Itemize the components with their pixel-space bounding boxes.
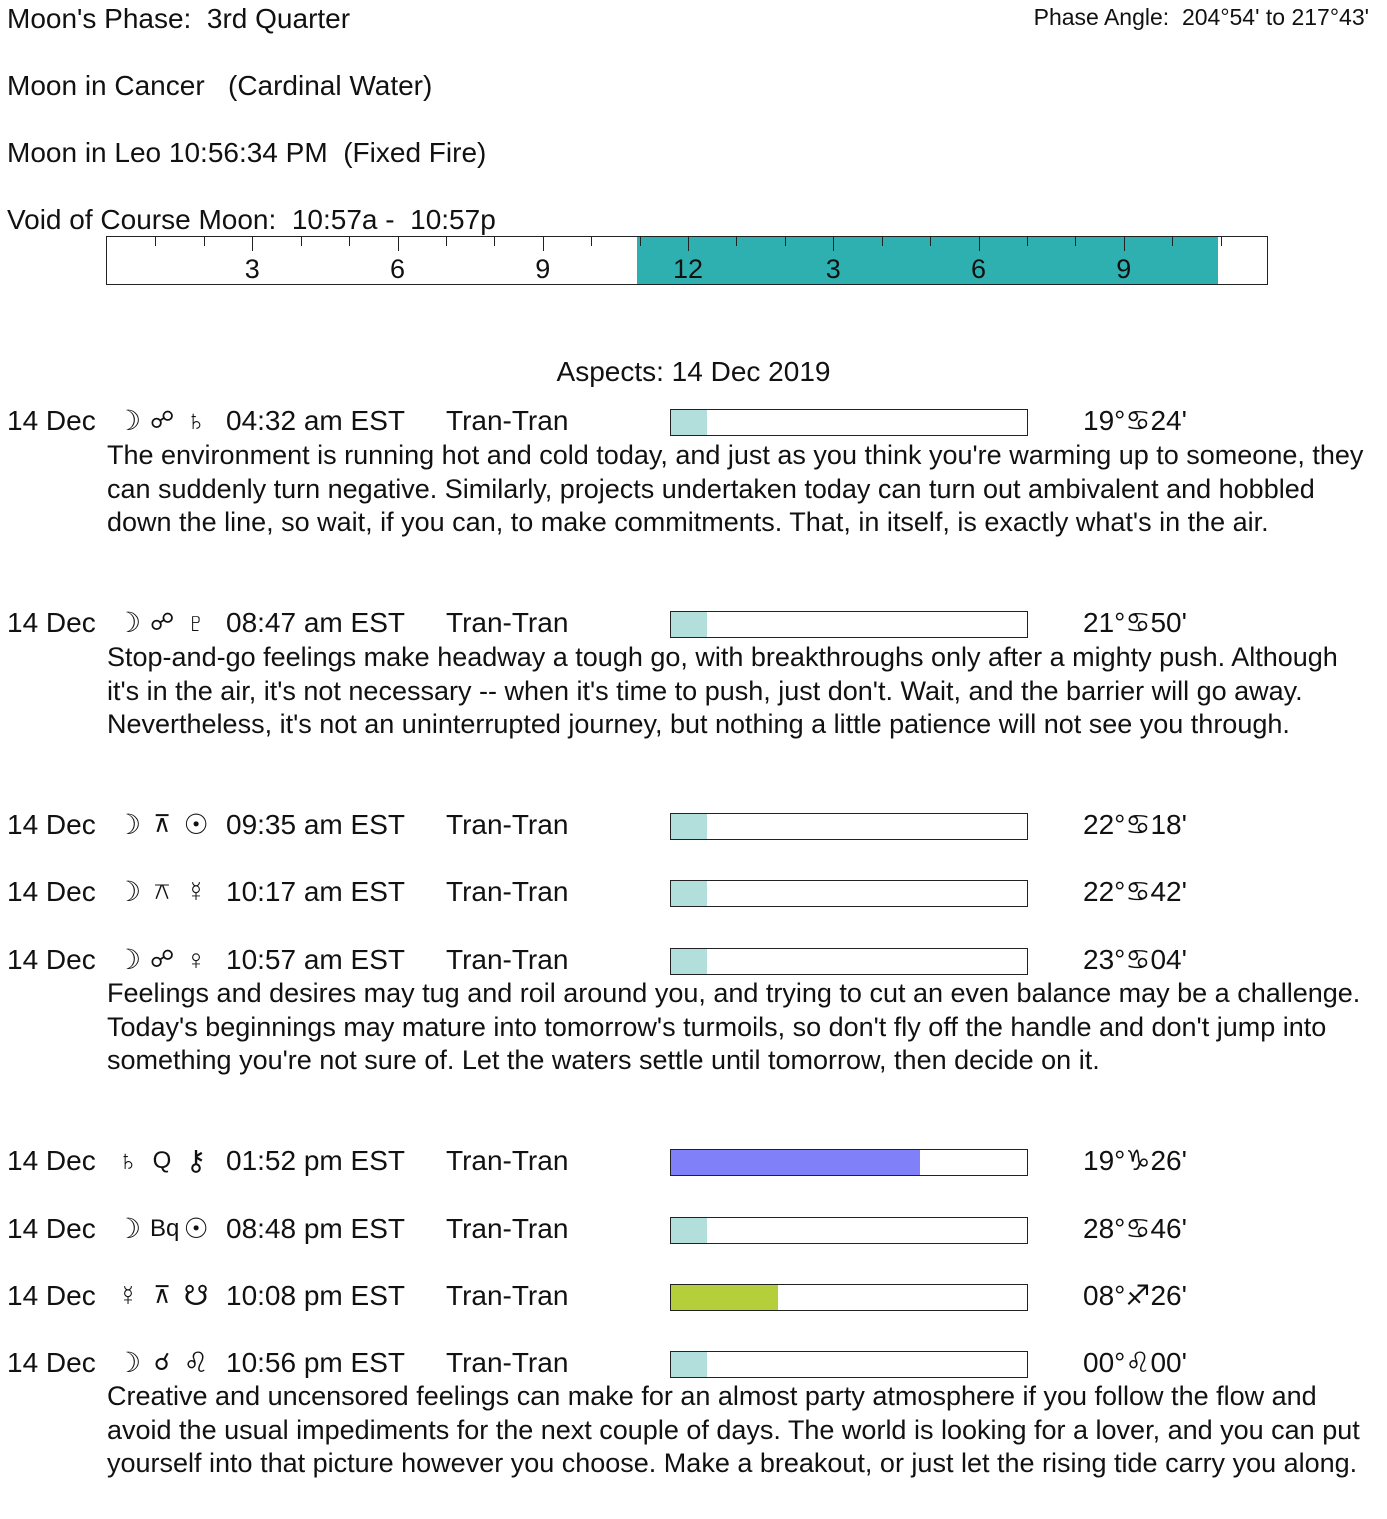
aspect-strength-bar: [670, 409, 1028, 436]
aspect-row: [0, 404, 1387, 438]
aspect-row: [0, 875, 1387, 909]
timeline-tick: [446, 237, 447, 246]
aspect-type: Tran-Tran: [446, 1347, 569, 1378]
aspect-date: 14 Dec: [7, 405, 96, 436]
aspect-row: [0, 1279, 1387, 1313]
aspect-date: 14 Dec: [7, 876, 96, 907]
timeline-tick: [543, 237, 544, 251]
aspect-glyph: ☍: [150, 609, 175, 636]
planet-2-glyph: ♀: [185, 944, 207, 975]
timeline-tick: [204, 237, 205, 246]
aspect-row: [0, 606, 1387, 640]
aspect-type: Tran-Tran: [446, 809, 569, 840]
aspect-description: Stop-and-go feelings make headway a tough go, with breakthroughs only after a mighty push. Although it's in the air, it's not necessary -- when it's time to push, just don't. Wait, and the barrier will go away. Nevertheless, it's not an uninterrupted journey, but nothing a little patience will not see you through.: [107, 642, 1338, 740]
aspect-glyph: Q: [152, 1147, 172, 1174]
aspect-strength-fill: [671, 881, 707, 906]
planet-2-glyph: ☿: [185, 876, 207, 907]
aspect-strength-bar: [670, 880, 1028, 907]
aspect-time: 01:52 pm EST: [226, 1145, 405, 1176]
planet-2-glyph: ♄: [185, 405, 207, 436]
aspect-position: 19°♑26': [1083, 1145, 1187, 1176]
timeline-hour-label: 9: [1116, 254, 1132, 284]
aspect-description: Feelings and desires may tug and roil around you, and trying to cut an even balance may be a challenge. Today's beginnings may mature into tomorrow's turmoils, so don't fly off the handle and don't jump into something you're not sure of. Let the waters settle until tomorrow, then decide on it.: [107, 978, 1361, 1076]
aspect-strength-bar: [670, 1351, 1028, 1378]
aspect-position: 22°♋42': [1083, 876, 1187, 907]
timeline-tick: [882, 237, 883, 246]
aspect-strength-bar: [670, 1217, 1028, 1244]
aspect-date: 14 Dec: [7, 1213, 96, 1244]
timeline-tick: [930, 237, 931, 246]
void-of-course-timeline: [106, 236, 1268, 285]
aspect-row: [0, 1346, 1387, 1380]
aspect-strength-fill: [671, 814, 707, 839]
aspect-time: 08:47 am EST: [226, 607, 405, 638]
timeline-tick: [398, 237, 399, 251]
aspect-strength-fill: [671, 949, 707, 974]
moon-phase: Moon's Phase: 3rd Quarter: [7, 3, 351, 34]
timeline-tick: [833, 237, 834, 251]
aspect-position: 19°♋24': [1083, 405, 1187, 436]
planet-2-glyph: ⚷: [185, 1145, 207, 1176]
aspect-row: [0, 1212, 1387, 1246]
void-of-course: Void of Course Moon: 10:57a - 10:57p: [7, 204, 496, 235]
aspect-glyph: ☍: [150, 946, 175, 973]
moon-ingress: Moon in Leo 10:56:34 PM (Fixed Fire): [7, 137, 487, 168]
timeline-hour-label: 12: [672, 254, 704, 284]
aspects-title: Aspects: 14 Dec 2019: [556, 356, 831, 387]
timeline-tick: [1027, 237, 1028, 246]
aspect-date: 14 Dec: [7, 944, 96, 975]
aspect-type: Tran-Tran: [446, 1280, 569, 1311]
timeline-tick: [349, 237, 350, 246]
aspect-strength-bar: [670, 1284, 1028, 1311]
timeline-tick: [979, 237, 980, 251]
aspect-strength-fill: [671, 1150, 920, 1175]
moon-sign: Moon in Cancer (Cardinal Water): [7, 70, 433, 101]
aspect-glyph: ⚻: [154, 878, 170, 905]
aspect-glyph: Bq: [150, 1215, 180, 1242]
aspect-date: 14 Dec: [7, 1347, 96, 1378]
aspect-strength-fill: [671, 1285, 778, 1310]
aspect-strength-bar: [670, 813, 1028, 840]
aspect-type: Tran-Tran: [446, 405, 569, 436]
aspect-position: 21°♋50': [1083, 607, 1187, 638]
aspect-time: 08:48 pm EST: [226, 1213, 405, 1244]
planet-2-glyph: ☉: [183, 1213, 209, 1244]
planet-1-glyph: ☽: [116, 1213, 142, 1244]
aspect-row: [0, 808, 1387, 842]
timeline-tick: [736, 237, 737, 246]
timeline-hour-label: 9: [535, 254, 551, 284]
aspect-description: The environment is running hot and cold today, and just as you think you're warming up to someone, they can suddenly turn negative. Similarly, projects undertaken today can turn out ambivalent and hobbled down the line, so wait, if you can, to make commitments. That, in itself, is exactly what's in the air.: [107, 440, 1364, 538]
aspect-date: 14 Dec: [7, 607, 96, 638]
aspect-strength-fill: [671, 612, 707, 637]
timeline-tick: [1221, 237, 1222, 246]
timeline-tick: [785, 237, 786, 246]
aspect-date: 14 Dec: [7, 1145, 96, 1176]
timeline-hour-label: 3: [244, 254, 260, 284]
timeline-tick: [252, 237, 253, 251]
planet-1-glyph: ☿: [117, 1280, 139, 1311]
aspect-time: 10:56 pm EST: [226, 1347, 405, 1378]
planet-1-glyph: ☽: [116, 1347, 142, 1378]
aspect-strength-fill: [671, 1218, 707, 1243]
aspect-type: Tran-Tran: [446, 607, 569, 638]
timeline-hour-label: 6: [389, 254, 406, 284]
planet-1-glyph: ☽: [116, 876, 142, 907]
phase-angle: Phase Angle: 204°54' to 217°43': [1033, 4, 1369, 30]
aspect-date: 14 Dec: [7, 1280, 96, 1311]
timeline-tick: [1124, 237, 1125, 251]
aspect-strength-fill: [671, 1352, 707, 1377]
aspect-time: 09:35 am EST: [226, 809, 405, 840]
aspect-description: Creative and uncensored feelings can make for an almost party atmosphere if you follow the flow and avoid the usual impediments for the next couple of days. The world is looking for a lover, and you can put yourself into that picture however you choose. Make a breakout, or just let the rising tide carry you along.: [107, 1381, 1360, 1479]
aspect-glyph: ☍: [150, 407, 175, 434]
aspect-row: [0, 943, 1387, 977]
aspect-strength-fill: [671, 410, 707, 435]
aspect-position: 23°♋04': [1083, 944, 1187, 975]
aspect-strength-bar: [670, 1149, 1028, 1176]
planet-1-glyph: ☽: [116, 809, 142, 840]
timeline-tick: [640, 237, 641, 246]
aspect-type: Tran-Tran: [446, 944, 569, 975]
aspect-position: 22°♋18': [1083, 809, 1187, 840]
timeline-tick: [155, 237, 156, 246]
aspect-glyph: ☌: [153, 1349, 171, 1376]
aspect-glyph: ⊼: [153, 811, 171, 838]
timeline-tick: [301, 237, 302, 246]
planet-2-glyph: ♌: [183, 1347, 209, 1378]
planet-1-glyph: ☽: [116, 607, 142, 638]
timeline-hour-label: 6: [970, 254, 987, 284]
aspect-time: 04:32 am EST: [226, 405, 405, 436]
timeline-tick: [688, 237, 689, 251]
aspect-position: 28°♋46': [1083, 1213, 1187, 1244]
aspect-strength-bar: [670, 611, 1028, 638]
aspect-position: 00°♌00': [1083, 1347, 1187, 1378]
timeline-tick: [494, 237, 495, 246]
planet-1-glyph: ☽: [116, 405, 142, 436]
aspect-time: 10:08 pm EST: [226, 1280, 405, 1311]
aspect-type: Tran-Tran: [446, 876, 569, 907]
planet-2-glyph: ☋: [183, 1280, 209, 1311]
aspect-time: 10:17 am EST: [226, 876, 405, 907]
aspect-type: Tran-Tran: [446, 1145, 569, 1176]
aspect-strength-bar: [670, 948, 1028, 975]
planet-2-glyph: ☉: [183, 809, 209, 840]
aspect-date: 14 Dec: [7, 809, 96, 840]
aspect-position: 08°♐26': [1083, 1280, 1187, 1311]
timeline-tick: [591, 237, 592, 246]
aspect-time: 10:57 am EST: [226, 944, 405, 975]
aspect-type: Tran-Tran: [446, 1213, 569, 1244]
planet-2-glyph: ♇: [185, 607, 207, 638]
timeline-hour-label: 3: [825, 254, 841, 284]
planet-1-glyph: ☽: [116, 944, 142, 975]
timeline-tick: [1172, 237, 1173, 246]
aspect-glyph: ⊼: [153, 1282, 171, 1309]
planet-1-glyph: ♄: [117, 1145, 139, 1176]
timeline-tick: [1075, 237, 1076, 246]
aspect-row: [0, 1144, 1387, 1178]
